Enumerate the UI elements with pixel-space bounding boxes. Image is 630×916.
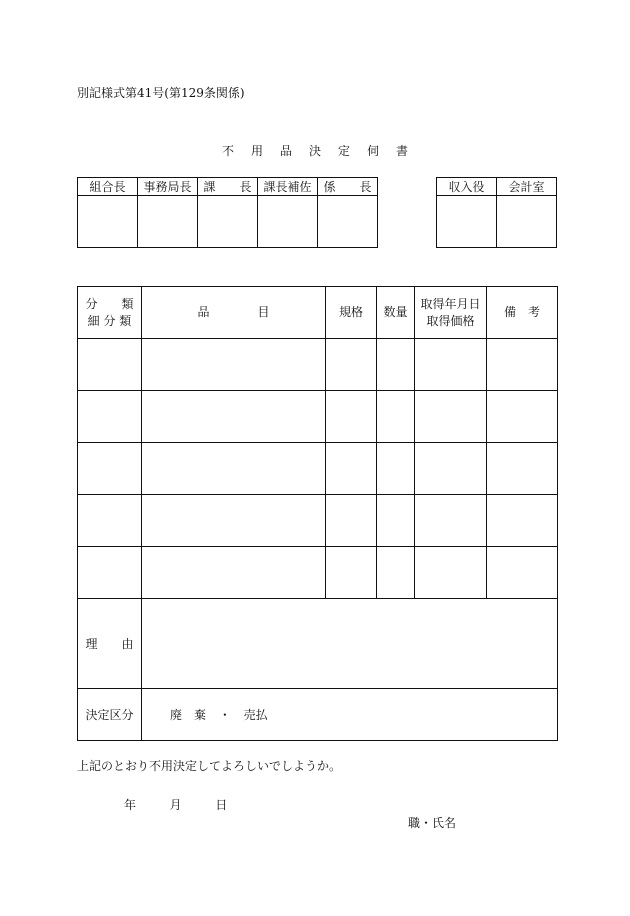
cell-qty[interactable] [377,391,415,443]
stamp-box[interactable] [258,196,318,248]
stamp-box[interactable] [138,196,198,248]
reason-row [78,599,558,689]
col-acquisition [415,287,487,339]
table-row [78,443,558,495]
cell-spec[interactable] [326,339,377,391]
cell-acquisition[interactable] [415,547,487,599]
cell-acquisition[interactable] [415,339,487,391]
cell-category[interactable] [78,339,142,391]
col-category [78,287,142,339]
document-title: 不用品決定伺書 [221,144,425,158]
decision-row [78,689,558,741]
cell-acquisition[interactable] [415,443,487,495]
items-header-row [78,287,558,339]
approval-header-accounting-office: 会計室 [497,178,557,196]
approval-header-deputy-chief: 課長補佐 [258,178,318,196]
decision-label: 決定区分 [78,689,142,741]
table-row [78,391,558,443]
reason-field[interactable] [142,599,558,689]
table-row [78,547,558,599]
cell-acquisition[interactable] [415,391,487,443]
confirmation-text: 上記のとおり不用決定してよろしいでしようか。 [77,759,342,773]
decision-option-dispose[interactable]: 廃 棄 [170,708,207,722]
cell-item[interactable] [142,495,326,547]
cell-remarks[interactable] [487,495,558,547]
date-year-label: 年 [124,798,137,812]
approval-header-section-chief: 課 長 [198,178,258,196]
table-row [78,495,558,547]
cell-remarks[interactable] [487,391,558,443]
stamp-box[interactable] [497,196,557,248]
col-spec: 規格 [326,287,377,339]
col-remarks: 備 考 [487,287,558,339]
cell-category[interactable] [78,391,142,443]
col-acquisition-line2: 取得価格 [426,313,475,328]
cell-qty[interactable] [377,339,415,391]
col-category-line2: 細 分 類 [87,313,132,328]
cell-qty[interactable] [377,495,415,547]
cell-item[interactable] [142,391,326,443]
cell-category[interactable] [78,443,142,495]
col-qty: 数量 [377,287,415,339]
col-acquisition-line1: 取得年月日 [420,296,481,311]
reason-label: 理 由 [78,599,142,689]
stamp-box[interactable] [198,196,258,248]
date-month-label: 月 [169,798,182,812]
date-line [124,796,227,813]
col-category-line1: 分 類 [85,296,134,311]
cell-qty[interactable] [377,443,415,495]
cell-acquisition[interactable] [415,495,487,547]
decision-option-sell[interactable]: 売払 [243,708,268,722]
cell-remarks[interactable] [487,339,558,391]
approval-header-secretary-general: 事務局長 [138,178,198,196]
cell-item[interactable] [142,443,326,495]
stamp-box[interactable] [78,196,138,248]
cell-item[interactable] [142,547,326,599]
decision-separator: ・ [218,708,231,722]
cell-qty[interactable] [377,547,415,599]
approval-header-subsection-chief: 係 長 [318,178,378,196]
decision-options [142,689,558,741]
approval-table-left [77,177,378,248]
approval-header-treasurer: 収入役 [437,178,497,196]
cell-spec[interactable] [326,443,377,495]
cell-spec[interactable] [326,547,377,599]
cell-spec[interactable] [326,391,377,443]
cell-remarks[interactable] [487,443,558,495]
cell-category[interactable] [78,495,142,547]
table-row [78,339,558,391]
approval-table-right [436,177,557,248]
stamp-box[interactable] [318,196,378,248]
name-label: 職・氏名 [408,816,457,830]
stamp-box[interactable] [437,196,497,248]
form-number: 別記様式第41号(第129条関係) [77,86,245,100]
col-item: 品 目 [142,287,326,339]
cell-item[interactable] [142,339,326,391]
approval-header-chairman: 組合長 [78,178,138,196]
items-table [77,286,558,741]
cell-category[interactable] [78,547,142,599]
cell-spec[interactable] [326,495,377,547]
date-day-label: 日 [215,798,228,812]
cell-remarks[interactable] [487,547,558,599]
